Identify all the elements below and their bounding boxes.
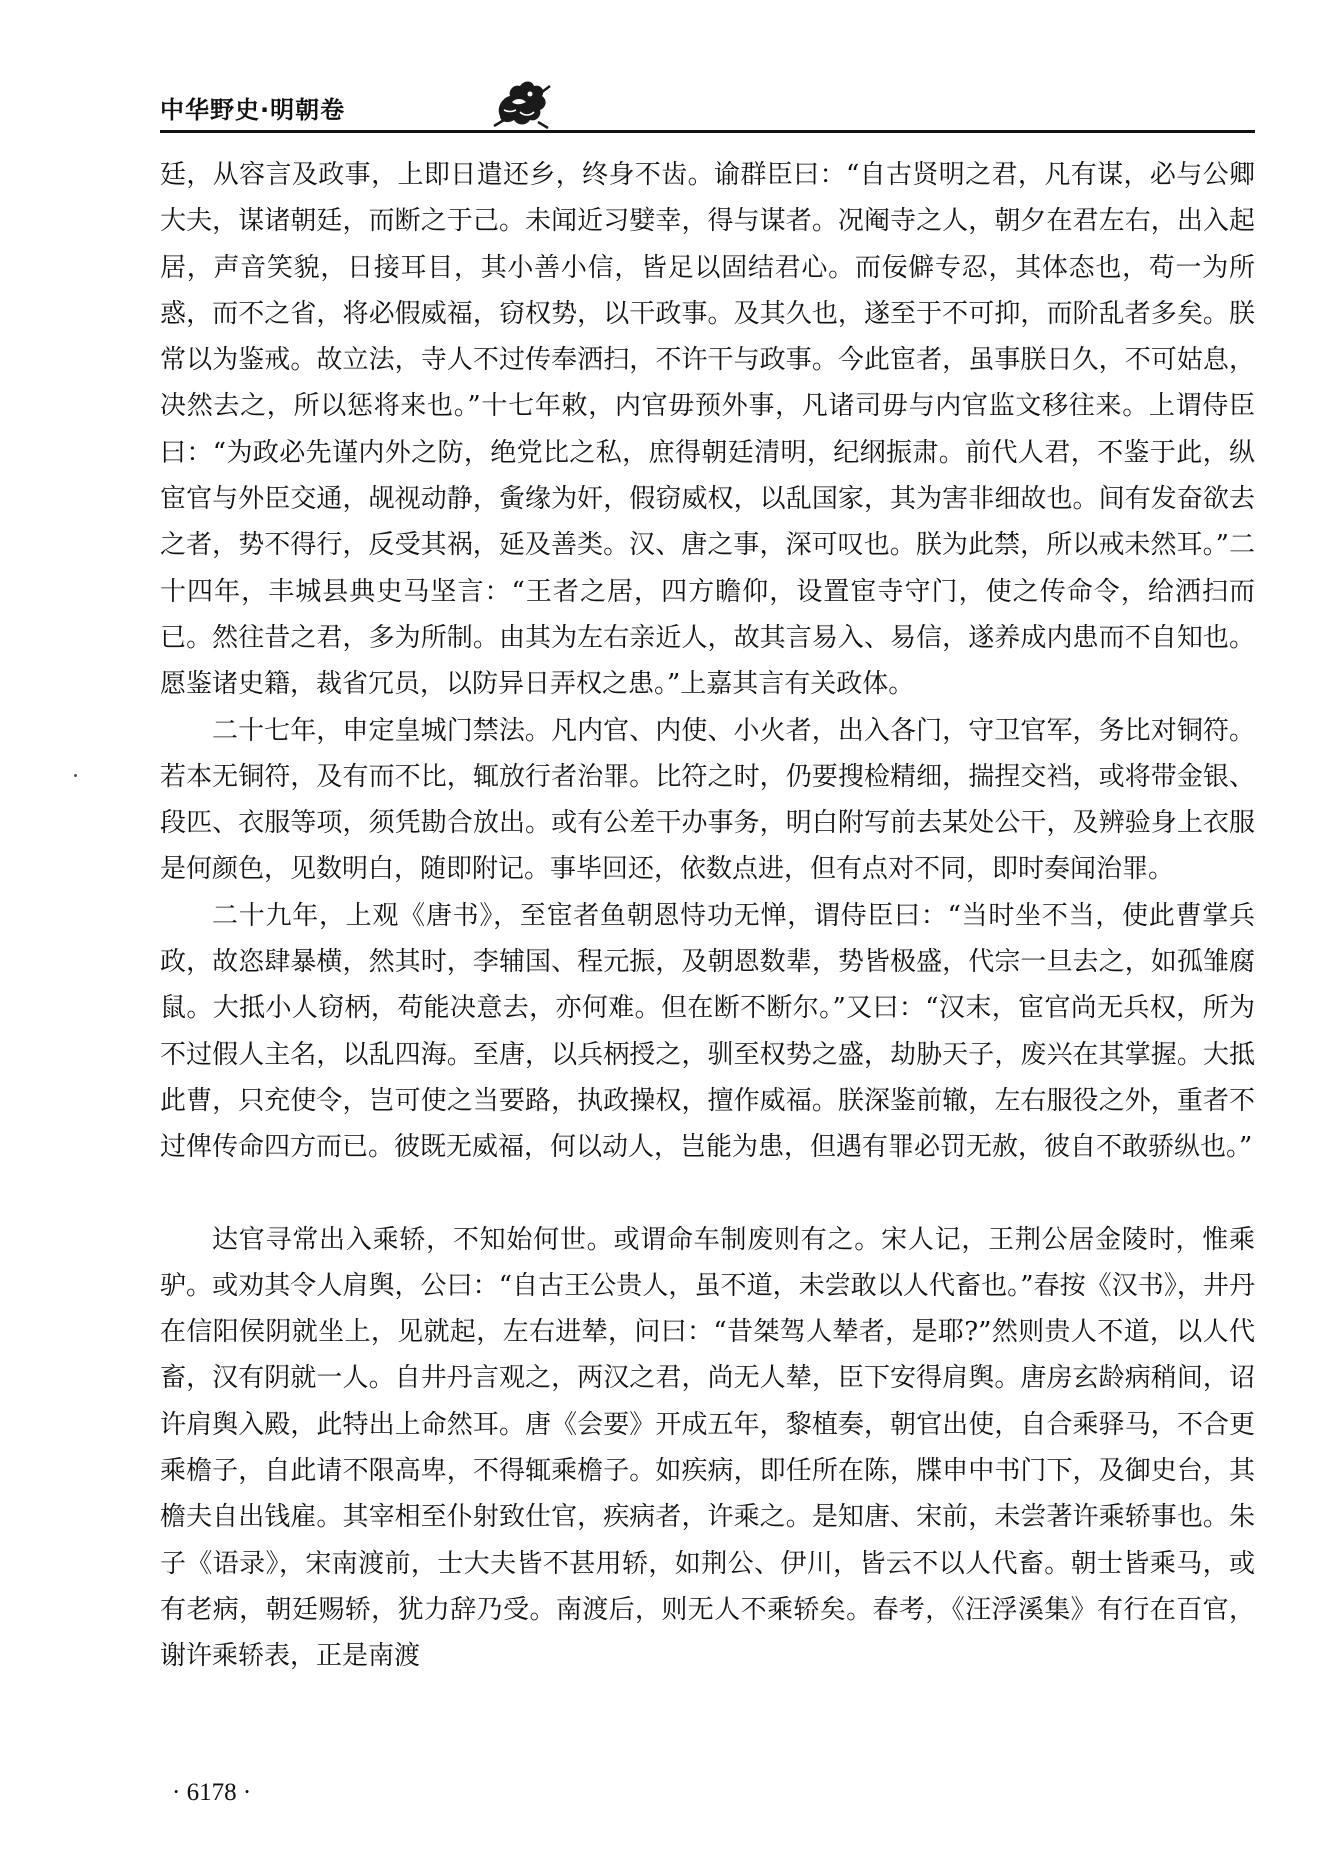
scan-speck <box>74 774 77 777</box>
page-header <box>160 82 1255 142</box>
section-gap <box>160 1171 1255 1217</box>
header-rule <box>160 130 1255 133</box>
page-number: · 6178 · <box>172 1779 252 1806</box>
paragraph-1: 廷，从容言及政事，上即日遣还乡，终身不齿。谕群臣曰：“自古贤明之君，凡有谋，必与公卿大夫，谋诸朝廷，而断之于己。未闻近习嬖幸，得与谋者。况阉寺之人，朝夕在君左右，出入起居，声音笑貌，日接耳目，其小善小信，皆足以固结君心。而佞僻专忍，其体态也，苟一为所惑，而不之省，将必假威福，窃权势，以干政事。及其久也，遂至于不可抑，而阶乱者多矣。朕常以为鉴戒。故立法，寺人不过传奉洒扫，不许干与政事。今此宦者，虽事朕日久，不可姑息，决然去之，所以惩将来也。”十七年敕，内官毋预外事，凡诸司毋与内官监文移往来。上谓侍臣曰：“为政必先谨内外之防，绝党比之私，庶得朝廷清明，纪纲振肃。前代人君，不鉴于此，纵宦官与外臣交通，觇视动静，夤缘为奸，假窃威权，以乱国家，其为害非细故也。间有发奋欲去之者，势不得行，反受其祸，延及善类。汉、唐之事，深可叹也。朕为此禁，所以戒未然耳。”二十四年，丰城县典史马坚言：“王者之居，四方瞻仰，设置宦寺守门，使之传命令，给洒扫而已。然往昔之君，多为所制。由其为左右亲近人，故其言易入、易信，遂养成内患而不自知也。愿鉴诸史籍，裁省冗员，以防异日弄权之患。”上嘉其言有关政体。 <box>160 160 1255 700</box>
dragon-emblem-icon <box>490 76 552 132</box>
book-title: 中华野史·明朝卷 <box>160 96 346 124</box>
paragraph-3: 二十九年，上观《唐书》，至宦者鱼朝恩恃功无惮，谓侍臣曰：“当时坐不当，使此曹掌兵政，故恣肆暴横，然其时，李辅国、程元振，及朝恩数辈，势皆极盛，代宗一旦去之，如孤雏腐鼠。大抵小人窃柄，苟能决意去，亦何难。但在断不断尔。”又曰：“汉末，宦官尚无兵权，所为不过假人主名，以乱四海。至唐，以兵柄授之，驯至权势之盛，劫胁天子，废兴在其掌握。大抵此曹，只充使令，岂可使之当要路，执政操权，擅作威福。朕深鉴前辙，左右服役之外，重者不过俾传命四方而已。彼既无威福，何以动人，岂能为患，但遇有罪必罚无赦，彼自不敢骄纵也。” <box>160 900 1255 1163</box>
paragraph-2: 二十七年，申定皇城门禁法。凡内官、内使、小火者，出入各门，守卫官军，务比对铜符。若本无铜符，及有而不比，辄放行者治罪。比符之时，仍要搜检精细，揣捏交裆，或将带金银、段匹、衣服等项，须凭勘合放出。或有公差干办事务，明白附写前去某处公干，及辨验身上衣服是何颜色，见数明白，随即附记。事毕回还，依数点进，但有点对不同，即时奏闻治罪。 <box>160 715 1255 885</box>
paragraph-4: 达官寻常出入乘轿，不知始何世。或谓命车制废则有之。宋人记，王荆公居金陵时，惟乘驴。或劝其令人肩舆，公曰：“自古王公贵人，虽不道，未尝敢以人代畜也。”春按《汉书》，井丹在信阳侯阴就坐上，见就起，左右进辇，问曰：“昔桀驾人辇者，是耶?”然则贵人不道，以人代畜，汉有阴就一人。自井丹言观之，两汉之君，尚无人辇，臣下安得肩舆。唐房玄龄病稍间，诏许肩舆入殿，此特出上命然耳。唐《会要》开成五年，黎植奏，朝官出使，自合乘驿马，不合更乘檐子，自此请不限高卑，不得辄乘檐子。如疾病，即任所在陈，牒申中书门下，及御史台，其檐夫自出钱雇。其宰相至仆射致仕官，疾病者，许乘之。是知唐、宋前，未尝著许乘轿事也。朱子《语录》，宋南渡前，士大夫皆不甚用轿，如荆公、伊川，皆云不以人代畜。朝士皆乘马，或有老病，朝廷赐轿，犹力辞乃受。南渡后，则无人不乘轿矣。春考，《汪浮溪集》有行在百官，谢许乘轿表，正是南渡 <box>160 1224 1255 1672</box>
main-text <box>160 152 1255 1680</box>
